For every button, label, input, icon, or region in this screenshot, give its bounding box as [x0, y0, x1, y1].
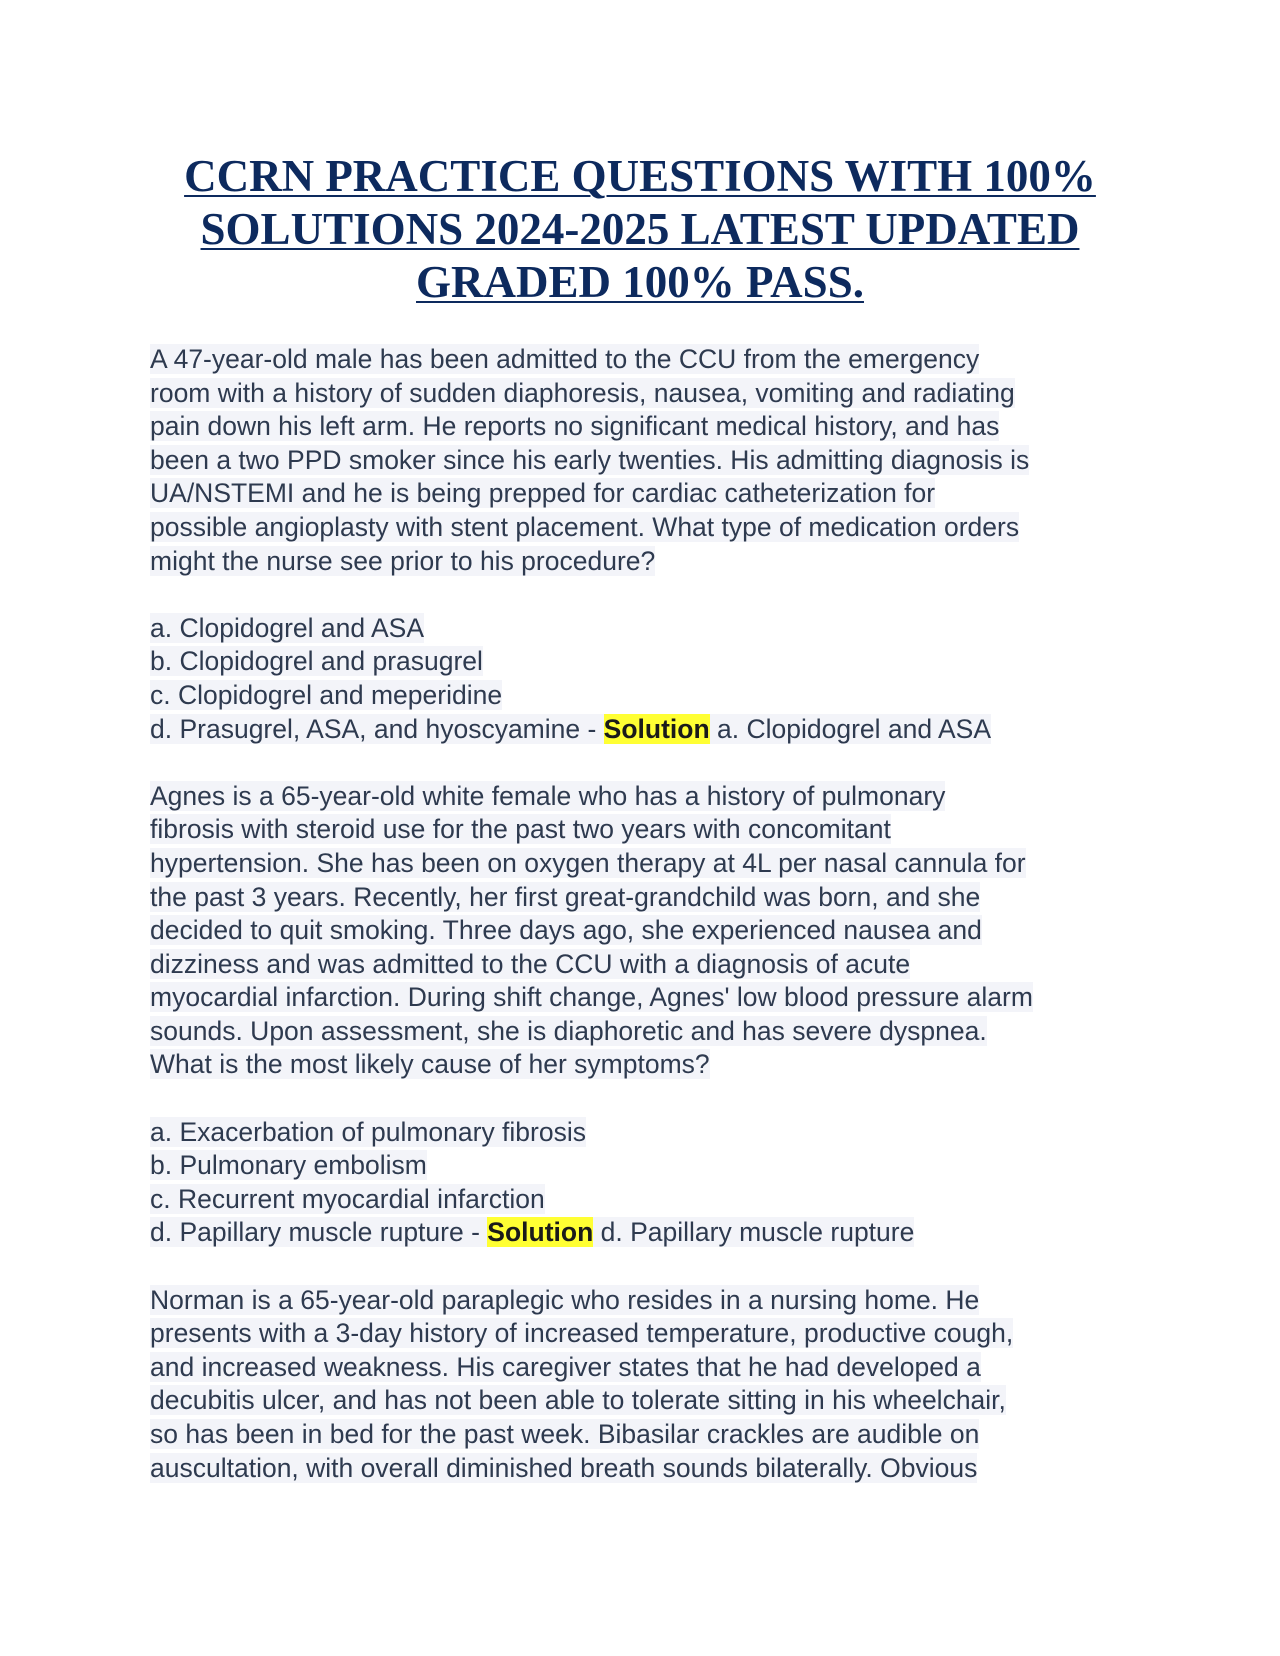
- title-line-2: SOLUTIONS 2024-2025 LATEST UPDATED: [200, 204, 1080, 254]
- question-1-option-c: c. Clopidogrel and meperidine: [150, 679, 503, 710]
- question-2-stem-line: hypertension. She has been on oxygen therapy at 4L per nasal cannula for: [150, 847, 1026, 878]
- question-1-stem-line: A 47-year-old male has been admitted to the CCU from the emergency: [150, 344, 980, 374]
- title-line-3: GRADED 100% PASS.: [416, 257, 864, 307]
- question-3-stem-line: and increased weakness. His caregiver states that he had developed a: [150, 1351, 981, 1382]
- question-2-stem-line: Agnes is a 65-year-old white female who has a history of pulmonary: [150, 780, 946, 811]
- question-2-stem-line: the past 3 years. Recently, her first great-grandchild was born, and she: [150, 881, 981, 912]
- question-1-answer: a. Clopidogrel and ASA: [709, 713, 992, 744]
- question-3-stem-line: auscultation, with overall diminished breath sounds bilaterally. Obvious: [150, 1452, 978, 1483]
- question-2-stem-line: fibrosis with steroid use for the past two years with concomitant: [150, 814, 891, 845]
- question-3-stem-line: presents with a 3-day history of increased temperature, productive cough,: [150, 1318, 1014, 1349]
- question-1-option-b: b. Clopidogrel and prasugrel: [150, 646, 483, 677]
- title-line-1: CCRN PRACTICE QUESTIONS WITH 100%: [184, 151, 1096, 201]
- document-body: [150, 343, 1150, 1519]
- question-2-stem-line: myocardial infarction. During shift change, Agnes' low blood pressure alarm: [150, 982, 1033, 1013]
- question-2-stem: [150, 780, 1150, 1082]
- question-2-stem-line: sounds. Upon assessment, she is diaphoretic and has severe dyspnea.: [150, 1015, 987, 1046]
- question-1-option-d: d. Prasugrel, ASA, and hyoscyamine -: [150, 713, 604, 744]
- question-3-stem: [150, 1284, 1150, 1486]
- question-2-option-d: d. Papillary muscle rupture -: [150, 1217, 488, 1248]
- question-1-stem-line: pain down his left arm. He reports no significant medical history, and has: [150, 411, 1000, 442]
- question-2-option-b: b. Pulmonary embolism: [150, 1150, 427, 1181]
- question-2-option-c: c. Recurrent myocardial infarction: [150, 1183, 545, 1214]
- question-1-solution-label: Solution: [603, 713, 710, 744]
- question-3-stem-line: Norman is a 65-year-old paraplegic who resides in a nursing home. He: [150, 1284, 980, 1315]
- question-1-option-a: a. Clopidogrel and ASA: [150, 612, 425, 643]
- question-1-stem-line: possible angioplasty with stent placement. What type of medication orders: [150, 511, 1020, 542]
- question-1-stem-line: room with a history of sudden diaphoresis, nausea, vomiting and radiating: [150, 377, 1015, 408]
- question-2-options: [150, 1116, 1150, 1250]
- question-1-stem-line: UA/NSTEMI and he is being prepped for cardiac catheterization for: [150, 478, 936, 509]
- question-2-stem-line: decided to quit smoking. Three days ago, she experienced nausea and: [150, 915, 982, 946]
- question-3-stem-line: decubitis ulcer, and has not been able to tolerate sitting in his wheelchair,: [150, 1385, 1006, 1416]
- question-1-options: [150, 612, 1150, 746]
- question-2-stem-line: What is the most likely cause of her symptoms?: [150, 1049, 710, 1080]
- question-2-option-a: a. Exacerbation of pulmonary fibrosis: [150, 1116, 586, 1147]
- document-title: [150, 150, 1130, 309]
- question-2-stem-line: dizziness and was admitted to the CCU with a diagnosis of acute: [150, 948, 911, 979]
- question-1-stem-line: might the nurse see prior to his procedure?: [150, 545, 656, 576]
- question-1-stem: [150, 343, 1150, 578]
- question-2-answer: d. Papillary muscle rupture: [593, 1217, 915, 1248]
- question-1-stem-line: been a two PPD smoker since his early twenties. His admitting diagnosis is: [150, 444, 1030, 475]
- question-2-solution-label: Solution: [487, 1217, 594, 1248]
- question-3-stem-line: so has been in bed for the past week. Bibasilar crackles are audible on: [150, 1419, 980, 1449]
